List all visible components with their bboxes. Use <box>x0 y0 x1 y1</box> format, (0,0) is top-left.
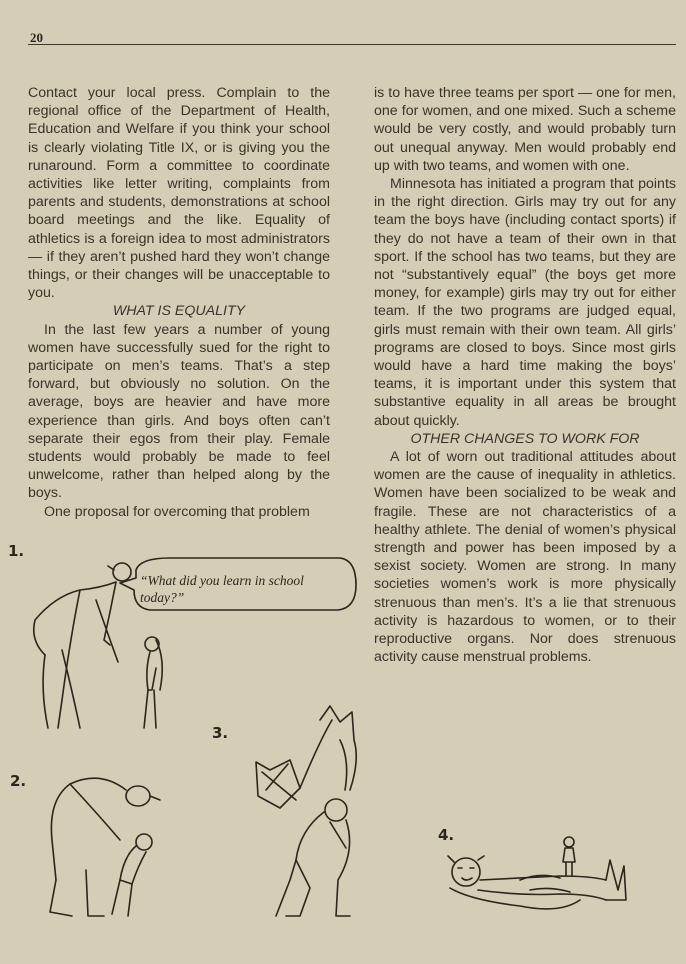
left-column <box>28 84 330 521</box>
panel-3-figure <box>256 706 356 916</box>
section-heading-other-changes: OTHER CHANGES TO WORK FOR <box>410 430 640 447</box>
section-heading-equality: WHAT IS EQUALITY <box>112 303 246 320</box>
left-paragraph-3: One proposal for overcoming that problem <box>44 503 310 520</box>
right-paragraph-3: A lot of worn out traditional attitudes about women are the cause of inequality in athletics. Women have been socialized to be weak and fragile. These are not characteristics of a healthy athlete. The denial of women’s physical strength and power has been imposed by a sexist society. Women are strong. In many societies women’s work is more physically strenuous than men’s. It’s a lie that strenuous activity is hazardous to women, or to their reproductive organs. Nor does strenuous activity cause menstrual problems. <box>374 449 676 666</box>
panel-2-figure <box>50 778 160 916</box>
panel-4-figure <box>448 837 626 909</box>
right-paragraph-2: Minnesota has initiated a program that points in the right direction. Girls may try out for any team the boys have (including contact sports) if they do not have a team of their own in that sport. If the school has two teams, but they are not “substantively equal” (the boys get more money, for example) girls may try out for either team. If the two programs are judged equal, girls must remain with their own team. All girls’ programs are closed to boys. Since most girls would have a hard time making the boys’ teams, it is important under this system that substantive equality in all areas be brought about quickly. <box>374 176 676 429</box>
page-number: 20 <box>30 30 43 45</box>
speech-bubble-text: “What did you learn in school today?” <box>140 573 304 605</box>
left-paragraph-1: Contact your local press. Complain to the regional office of the Department of Health, Education and Welfare if you think your school is clearly violating Title IX, or is giving you the runaround. Form a committee to coordinate activities like letter writing, complaints from parents and students, demonstrations at school board meetings and the like. Equality of athletics is a foreign idea to most administrators — if they aren’t pushed hard they won’t change things, or their changes will be unacceptable to you. <box>28 85 330 302</box>
panel-number-4: 4. <box>438 826 455 844</box>
panel-number-3: 3. <box>212 724 229 742</box>
left-paragraph-2: In the last few years a number of young women have successfully sued for the right to participate on men’s teams. That’s a step forward, but obviously no solution. On the average, boys are heavier and have more experience than girls. And boys often can’t separate their egos from their play. Female students would probably be made to feel unwelcome, rather than helped along by the boys. <box>28 321 330 502</box>
panel-number-1: 1. <box>8 542 25 560</box>
header-rule <box>28 44 676 45</box>
panel-number-2: 2. <box>10 772 27 790</box>
right-paragraph-1: is to have three teams per sport — one for men, one for women, and one mixed. Such a scheme would be very costly, and would probably turn out unequal anyway. Men would probably end up with two teams, and women with one. <box>374 85 676 174</box>
